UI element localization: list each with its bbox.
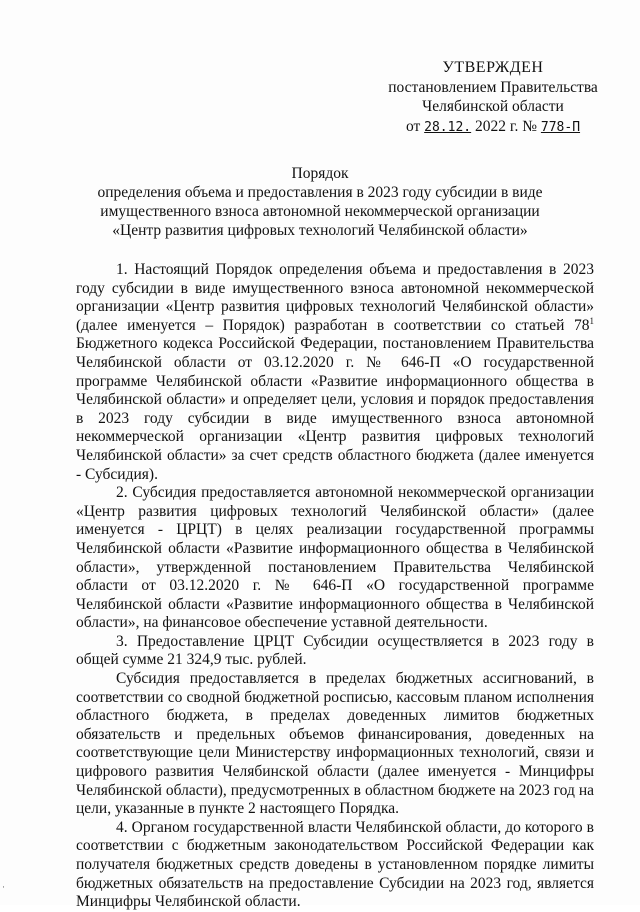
date-value: 28.12. <box>424 119 472 135</box>
paragraph-1 <box>76 261 594 484</box>
paragraph-2: 2. Субсидия предоставляется автономной некоммерческой организации «Центр развития цифровых технологий Челябинской области» (далее именуется - ЦРЦТ) в целях реализации государственной программы Челябинской области «Развитие информационного общества в Челябинской области», утвержденной постановлением Правительства Челябинской области от 03.12.2020 г. № 646-П «О государственной программе Челябинской области «Развитие информационного общества в Челябинской области», на финансовое обеспечение уставной деятельности. <box>76 484 594 632</box>
title-line-1: Порядок <box>291 165 349 182</box>
paragraph-3: 3. Предоставление ЦРЦТ Субсидии осуществляется в 2023 году в общей сумме 21 324,9 тыс. рублей. <box>76 632 594 669</box>
document-title <box>80 164 560 240</box>
date-prefix: от <box>405 117 421 135</box>
document-body <box>76 261 594 912</box>
article-superscript: 1 <box>589 315 594 326</box>
title-line-3: имущественного взноса автономной некоммерческой организации <box>100 203 540 220</box>
paragraph-3b: Субсидия предоставляется в пределах бюджетных ассигнований, в соответствии со сводной бюджетной росписью, кассовым планом исполнения областного бюджета, в пределах доведенных лимитов бюджетных обязательств и предельных объемов финансирования, доведенных на соответствующие цели Министерству информационных технологий, связи и цифрового развития Челябинской области (далее именуется - Минцифры Челябинской области), предусмотренных в областном бюджете на 2023 год на цели, указанные в пункте 2 настоящего Порядка. <box>76 670 594 818</box>
paragraph-1-part-b: Бюджетного кодекса Российской Федерации, постановлением Правительства Челябинской области от 03.12.2020 г. № 646-П «О государственной программе Челябинской области «Развитие информационного общества в Челябинской области» и определяет цели, условия и порядок предоставления в 2023 году субсидии в виде имущественного взноса автономной некоммерческой организации «Центр развития цифровых технологий Челябинской области» за счет средств областного бюджета (далее именуется - Субсидия). <box>76 335 594 483</box>
paragraph-4: 4. Органом государственной власти Челябинской области, до которого в соответствии с бюджетным законодательством Российской Федерации как получателя бюджетных средств доведены в установленном порядке лимиты бюджетных обязательств на предоставление Субсидии на 2023 год, является Минцифры Челябинской области. <box>76 818 594 911</box>
corner-mark: · <box>2 882 5 892</box>
paragraph-1-part-a: 1. Настоящий Порядок определения объема и предоставления в 2023 году субсидии в виде имущественного взноса автономной некоммерческой организации «Центр развития цифровых технологий Челябинской области» (далее именуется – Порядок) разработан в соответствии со статьей 78 <box>76 261 594 334</box>
title-line-2: определения объема и предоставления в 2023 году субсидии в виде <box>97 184 543 201</box>
approval-date-line <box>378 117 608 138</box>
approval-line-1: постановлением Правительства <box>388 78 598 96</box>
year-text: 2022 г. № <box>475 117 538 135</box>
approval-stamp <box>378 58 608 137</box>
approval-line-2: Челябинской области <box>422 98 564 115</box>
approval-heading: УТВЕРЖДЕН <box>442 59 544 76</box>
decree-number: 778-П <box>540 119 581 135</box>
title-line-4: «Центр развития цифровых технологий Челябинской области» <box>112 222 528 239</box>
